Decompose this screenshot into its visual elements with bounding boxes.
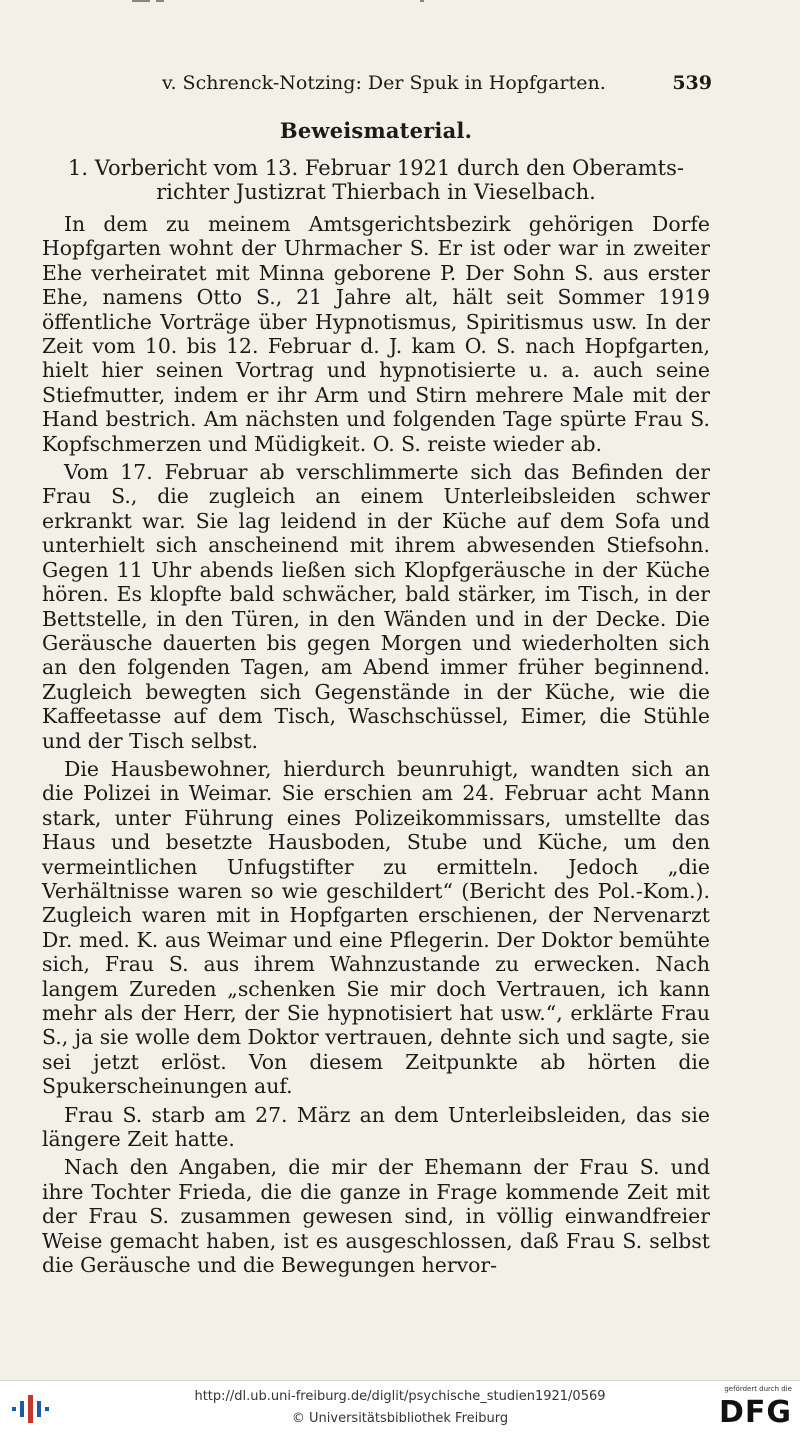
subheading-line-1: 1. Vorbericht vom 13. Februar 1921 durch den Oberamts- xyxy=(68,156,684,180)
paragraph-5: Nach den Angaben, die mir der Ehemann der Frau S. und ihre Tochter Frieda, die die ganze in Frage kommende Zeit mit der Frau S. zusammen gewesen sind, in völlig einwandfreier Weise gemacht haben, ist es ausgeschlossen, daß Frau S. selbst die Geräusche und die Bewegungen hervor- xyxy=(42,1155,710,1278)
dfg-logo[interactable] xyxy=(706,1385,792,1431)
dfg-logo-text: DFG xyxy=(718,1395,792,1430)
running-title: v. Schrenck-Notzing: Der Spuk in Hopfgarten. xyxy=(162,72,606,94)
paragraph-4: Frau S. starb am 27. März an dem Unterleibsleiden, das sie längere Zeit hatte. xyxy=(42,1102,710,1152)
document-url-link[interactable]: http://dl.ub.uni-freiburg.de/diglit/psychische_studien1921/0569 xyxy=(194,1389,606,1404)
paragraph-2: Vom 17. Februar ab verschlimmerte sich das Befinden der Frau S., die zugleich an einem Unterleibsleiden schwer erkrankt war. Sie lag leidend in der Küche auf dem Sofa und unterhielt sich anscheinend mit ihrem abwesenden Stiefsohn. Gegen 11 Uhr abends ließen sich Klopfgeräusche in der Küche hören. Es klopfte bald schwächer, bald stärker, im Tisch, in der Bettstelle, in den Türen, in den Wänden und in der Decke. Die Geräusche dauerten bis gegen Morgen und wiederholten sich an den folgenden Tagen, am Abend immer früher beginnend. Zugleich bewegten sich Gegenstände in der Küche, wie die Kaffeetasse auf dem Tisch, Waschschüssel, Eimer, die Stühle und der Tisch selbst. xyxy=(42,460,710,753)
viewer-footer xyxy=(0,1380,800,1436)
page-number: 539 xyxy=(672,72,712,94)
paragraph-1: In dem zu meinem Amtsgerichtsbezirk gehörigen Dorfe Hopfgarten wohnt der Uhrmacher S. Er ist oder war in zweiter Ehe verheiratet mit Minna geborene P. Der Sohn S. aus erster Ehe, namens Otto S., 21 Jahre alt, hält seit Sommer 1919 öffentliche Vorträge über Hypnotismus, Spiritismus usw. In der Zeit vom 10. bis 12. Februar d. J. kam O. S. nach Hopfgarten, hielt hier seinen Vortrag und hypnotisierte u. a. auch seine Stiefmutter, indem er ihr Arm und Stirn mehrere Male mit der Hand bestrich. Am nächsten und folgenden Tage spürte Frau S. Kopfschmerzen und Müdigkeit. O. S. reiste wieder ab. xyxy=(42,212,710,456)
copyright-notice: © Universitätsbibliothek Freiburg xyxy=(291,1411,509,1426)
section-title: Beweismaterial. xyxy=(279,118,473,143)
running-header xyxy=(40,72,712,102)
paragraph-3: Die Hausbewohner, hierdurch beunruhigt, wandten sich an die Polizei in Weimar. Sie erschien am 24. Februar acht Mann stark, unter Führung eines Polizeikommissars, umstellte das Haus und besetzte Hausboden, Stube und Küche, um den vermeintlichen Unfugstifter zu ermitteln. Jedoch „die Verhältnisse waren so wie geschildert“ (Bericht des Pol.-Kom.). Zugleich waren mit in Hopfgarten erschienen, der Nervenarzt Dr. med. K. aus Weimar und eine Pflegerin. Der Doktor bemühte sich, Frau S. aus ihrem Wahnzustande zu erwecken. Nach langem Zureden „schenken Sie mir doch Vertrauen, ich kann mehr als der Herr, der Sie hypnotisiert hat usw.“, erklärte Frau S., ja sie wolle dem Doktor vertrauen, dehnte sich und sagte, sie sei jetzt erlöst. Von diesem Zeitpunkte ab hörten die Spukerscheinungen auf. xyxy=(42,756,710,1099)
scan-edge-marks xyxy=(120,0,440,6)
body-text xyxy=(42,212,710,1277)
dfg-caption: gefördert durch die xyxy=(724,1385,792,1393)
subheading-line-2: richter Justizrat Thierbach in Vieselbach. xyxy=(156,180,596,204)
